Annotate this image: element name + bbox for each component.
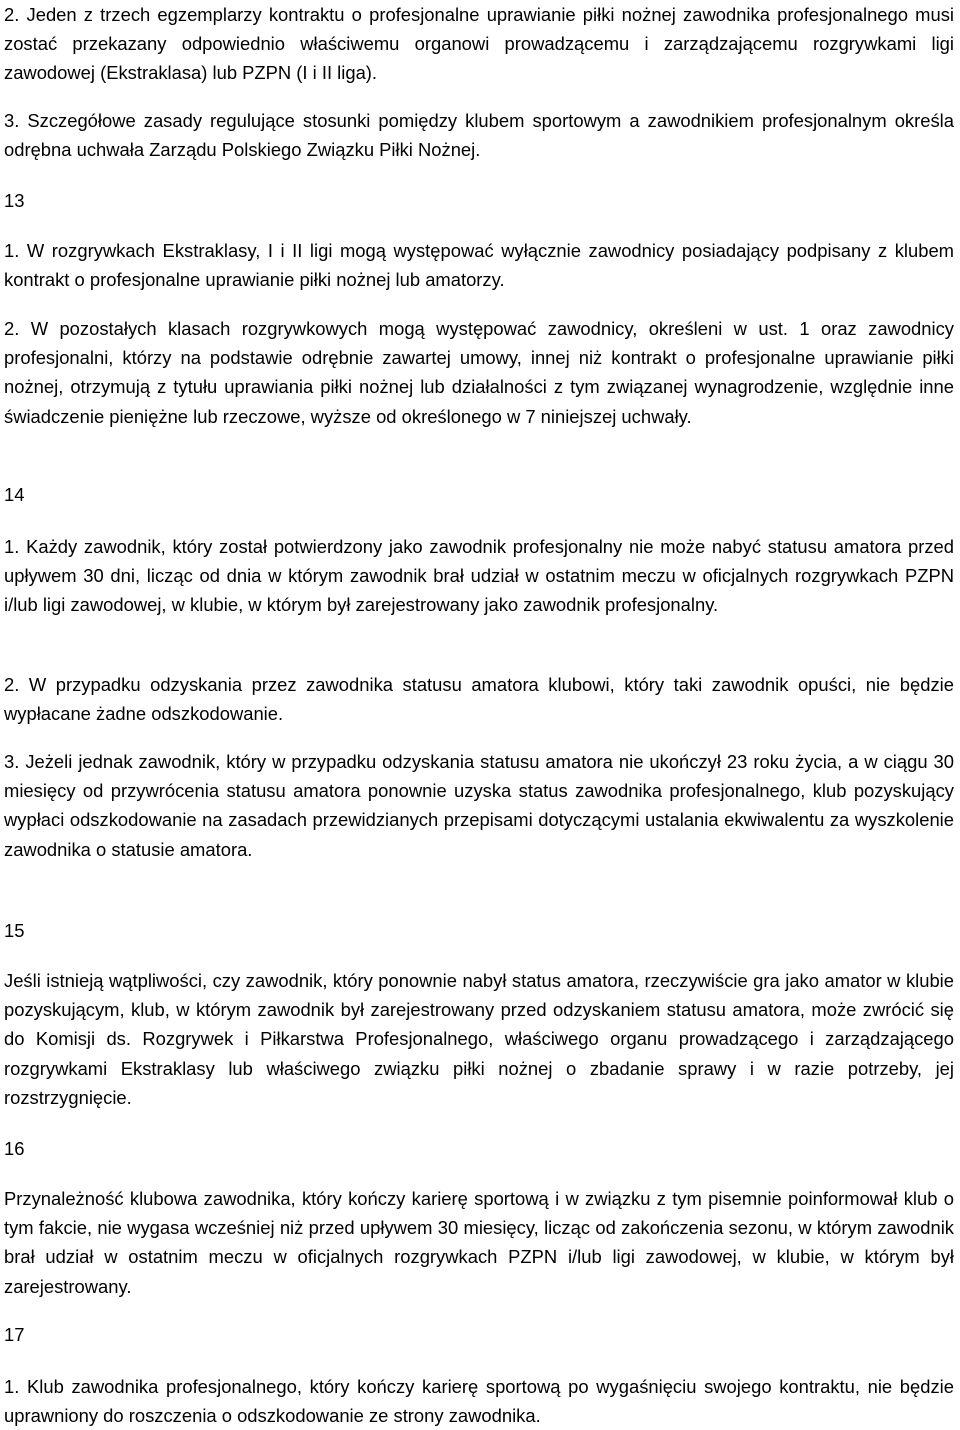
paragraph-16: Przynależność klubowa zawodnika, który kończy karierę sportową i w związku z tym pisemnie poinformował klub o tym fakcie, nie wygasa wcześniej niż przed upływem 30 miesięcy, licząc od zakończenia sezonu, w którym zawodnik brał udział w ostatnim meczu w oficjalnych rozgrywkach PZPN i/lub ligi zawodowej, w klubie, w którym był zarejestrowany.	[4, 1188, 954, 1297]
paragraph-14-2: 2. W przypadku odzyskania przez zawodnika statusu amatora klubowi, który taki zawodnik opuści, nie będzie wypłacane żadne odszkodowanie.	[4, 674, 954, 725]
paragraph-13-3: 3. Szczegółowe zasady regulujące stosunki pomiędzy klubem sportowym a zawodnikiem profesjonalnym określa odrębna uchwała Zarządu Polskiego Związku Piłki Nożnej.	[4, 110, 954, 161]
section-heading-14: 14	[4, 484, 25, 505]
section-heading-15: 15	[4, 920, 25, 941]
paragraph-13-2: 2. Jeden z trzech egzemplarzy kontraktu o profesjonalne uprawianie piłki nożnej zawodnika profesjonalnego musi zostać przekazany odpowiednio właściwemu organowi prowadzącemu i zarządzającemu rozgrywkami ligi zawodowej (Ekstraklasa) lub PZPN (I i II liga).	[4, 4, 954, 84]
section-heading-13: 13	[4, 190, 25, 211]
paragraph-13-1: 1. W rozgrywkach Ekstraklasy, I i II ligi mogą występować wyłącznie zawodnicy posiadający podpisany z klubem kontrakt o profesjonalne uprawianie piłki nożnej lub amatorzy.	[4, 240, 954, 291]
paragraph-14-3: 3. Jeżeli jednak zawodnik, który w przypadku odzyskania statusu amatora nie ukończył 23 roku życia, a w ciągu 30 miesięcy od przywrócenia statusu amatora ponownie uzyska status zawodnika profesjonalnego, klub pozyskujący wypłaci odszkodowanie na zasadach przewidzianych przepisami dotyczącymi ustalania ekwiwalentu za wyszkolenie zawodnika o statusie amatora.	[4, 751, 954, 860]
paragraph-15: Jeśli istnieją wątpliwości, czy zawodnik, który ponownie nabył status amatora, rzeczywiście gra jako amator w klubie pozyskującym, klub, w którym zawodnik był zarejestrowany przed odzyskaniem statusu amatora, może zwrócić się do Komisji ds. Rozgrywek i Piłkarstwa Profesjonalnego, właściwego organu prowadzącego i zarządzającego rozgrywkami Ekstraklasy lub właściwego związku piłki nożnej o zbadanie sprawy i w razie potrzeby, jej rozstrzygnięcie.	[4, 970, 954, 1108]
section-heading-16: 16	[4, 1138, 25, 1159]
paragraph-14-1: 1. Każdy zawodnik, który został potwierdzony jako zawodnik profesjonalny nie może nabyć statusu amatora przed upływem 30 dni, licząc od dnia w którym zawodnik brał udział w ostatnim meczu w oficjalnych rozgrywkach PZPN i/lub ligi zawodowej, w klubie, w którym był zarejestrowany jako zawodnik profesjonalny.	[4, 536, 954, 616]
section-heading-17: 17	[4, 1324, 25, 1345]
paragraph-13-2b: 2. W pozostałych klasach rozgrywkowych mogą występować zawodnicy, określeni w ust. 1 oraz zawodnicy profesjonalni, którzy na podstawie odrębnie zawartej umowy, innej niż kontrakt o profesjonalne uprawianie piłki nożnej, otrzymują z tytułu uprawiania piłki nożnej lub działalności z tym związanej wynagrodzenie, względnie inne świadczenie pieniężne lub rzeczowe, wyższe od określonego w 7 niniejszej uchwały.	[4, 318, 954, 427]
paragraph-17-1: 1. Klub zawodnika profesjonalnego, który kończy karierę sportową po wygaśnięciu swojego kontraktu, nie będzie uprawniony do roszczenia o odszkodowanie ze strony zawodnika.	[4, 1376, 954, 1427]
